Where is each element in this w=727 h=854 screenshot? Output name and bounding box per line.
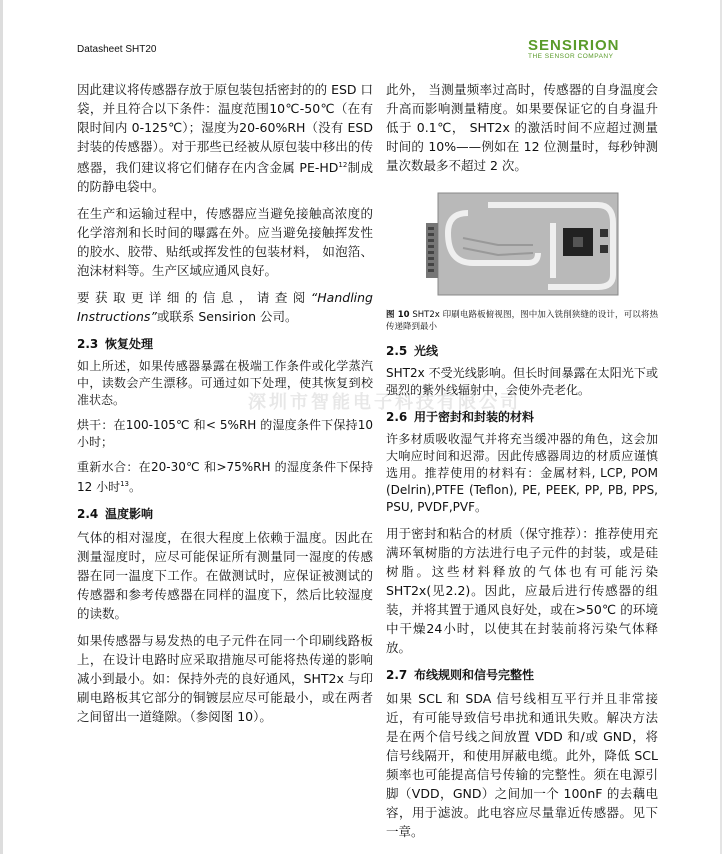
section-2-3-heading: 2.3 恢复处理 [77,337,154,352]
wiring-paragraph: 如果 SCL 和 SDA 信号线相互平行并且非常接近，有可能导致信号串扰和通讯失败。解决方法是在两个信号线之间放置 VDD 和/或 GND，将信号线隔开，和使用屏蔽电缆。此外，降低 SCL 频率也可能提高信号传输的完整性。须在电源引脚（VDD，GND）之间加一个 100nF 的去藕电容，用于滤波。此电容应尽量靠近传感器。见下一章。 [386,691,658,839]
section-2-7-heading: 2.7 布线规则和信号完整性 [386,668,535,682]
sensirion-logo [528,38,656,61]
watermark: 深圳市智能电子科技有限公司 [248,392,521,413]
rehydration-paragraph: 重新水合：在20-30℃ 和>75%RH 的湿度条件下保持12 小时$^{13}$。 [77,460,373,495]
recovery-paragraph: 如上所述，如果传感器暴露在极端工作条件或化学蒸汽中，读数会产生漂移。可通过如下处理，使其恢复到校准状态。 [77,359,373,408]
figure-10-caption: 图 10 SHT2x 印刷电路板俯视图，图中加入铣削狭缝的设计，可以将热传递降到最小 [386,310,658,332]
section-2-6-heading: 2.6 用于密封和封装的材料 [386,410,535,424]
page-edge-right [720,0,722,854]
handling-paragraph: 在生产和运输过程中，传感器应当避免接触高浓度的化学溶剂和长时间的曝露在外。应当避免接触挥发性的胶水、胶带、贴纸或挥发性的包装材料， 如泡箔、泡沫材料等。生产区域应通风良好。 [77,206,373,279]
page-edge-left [0,0,3,854]
more-info-paragraph: 要获取更详细的信息，请查阅“Handling Instructions”或联系 Sensirion 公司。 [77,290,373,325]
right-column [386,80,658,849]
logo-sub-text: THE SENSOR COMPANY [528,53,614,60]
pcb-figure [418,183,628,303]
sealing-paragraph: 用于密封和粘合的材质（保守推荐）：推荐使用充满环氧树脂的方法进行电子元件的封装，或是硅树脂。这些材料释放的气体也有可能污染SHT2x(见2.2)。因此，应最后进行传感器的组装，并将其置于通风良好处，或在>50℃ 的环境中干燥24小时，以使其在封装前将污染气体释放。 [386,526,658,655]
left-column [77,80,373,734]
temperature-paragraph: 气体的相对湿度，在很大程度上依赖于温度。因此在测量湿度时，应尽可能保证所有测量同一湿度的传感器在同一温度下工作。在做测试时，应保证被测试的传感器和参考传感器在同样的温度下，然后比较湿度的读数。 [77,530,373,622]
storage-paragraph: 因此建议将传感器存放于原包装包括密封的的 ESD 口袋，并且符合以下条件：温度范围10℃-50℃（在有限时间内 0-125℃）；湿度为20-60%RH（没有 ESD 封装的传感器）。对于那些已经被从原包装中移出的传感器，我们建议将它们储存在内含金属 PE-HD$^{12}$制成的防静电袋中。 [77,82,373,195]
self-heating-paragraph: 此外， 当测量频率过高时，传感器的自身温度会升高而影响测量精度。如果要保证它的自身温升低于 0.1℃， SHT2x 的激活时间不应超过测量时间的 10%——例如在 12 位测量时，每秒钟测量次数最多不超过 2 次。 [386,82,658,173]
section-2-4-heading: 2.4 温度影响 [77,507,154,522]
section-2-5-heading: 2.5 光线 [386,344,439,358]
heat-paragraph: 如果传感器与易发热的电子元件在同一个印刷线路板上，在设计电路时应采取措施尽可能将热传递的影响减小到最小。如：保持外壳的良好通风，SHT2x 与印刷电路板其它部分的铜镀层应尽可能最小，或在两者之间留出一道缝隙。（参阅图 10）。 [77,633,373,725]
materials-paragraph: 许多材质吸收湿气并将充当缓冲器的角色，这会加大响应时间和迟滞。因此传感器周边的材质应谨慎选用。推荐使用的材料有：金属材料, LCP, POM (Delrin),PTFE (Teflon), PE, PEEK, PP, PB, PPS, PSU, PVDF,PVF。 [386,432,658,514]
logo-main-text: SENSIRION [528,37,620,54]
doc-title: Datasheet SHT20 [77,44,157,55]
pcb-illustration [418,183,628,303]
baking-paragraph: 烘干：在100-105℃ 和< 5%RH 的湿度条件下保持10小时； [77,418,373,450]
light-paragraph: SHT2x 不受光线影响。但长时间暴露在太阳光下或强烈的紫外线辐射中，会使外壳老化。 [386,366,658,397]
